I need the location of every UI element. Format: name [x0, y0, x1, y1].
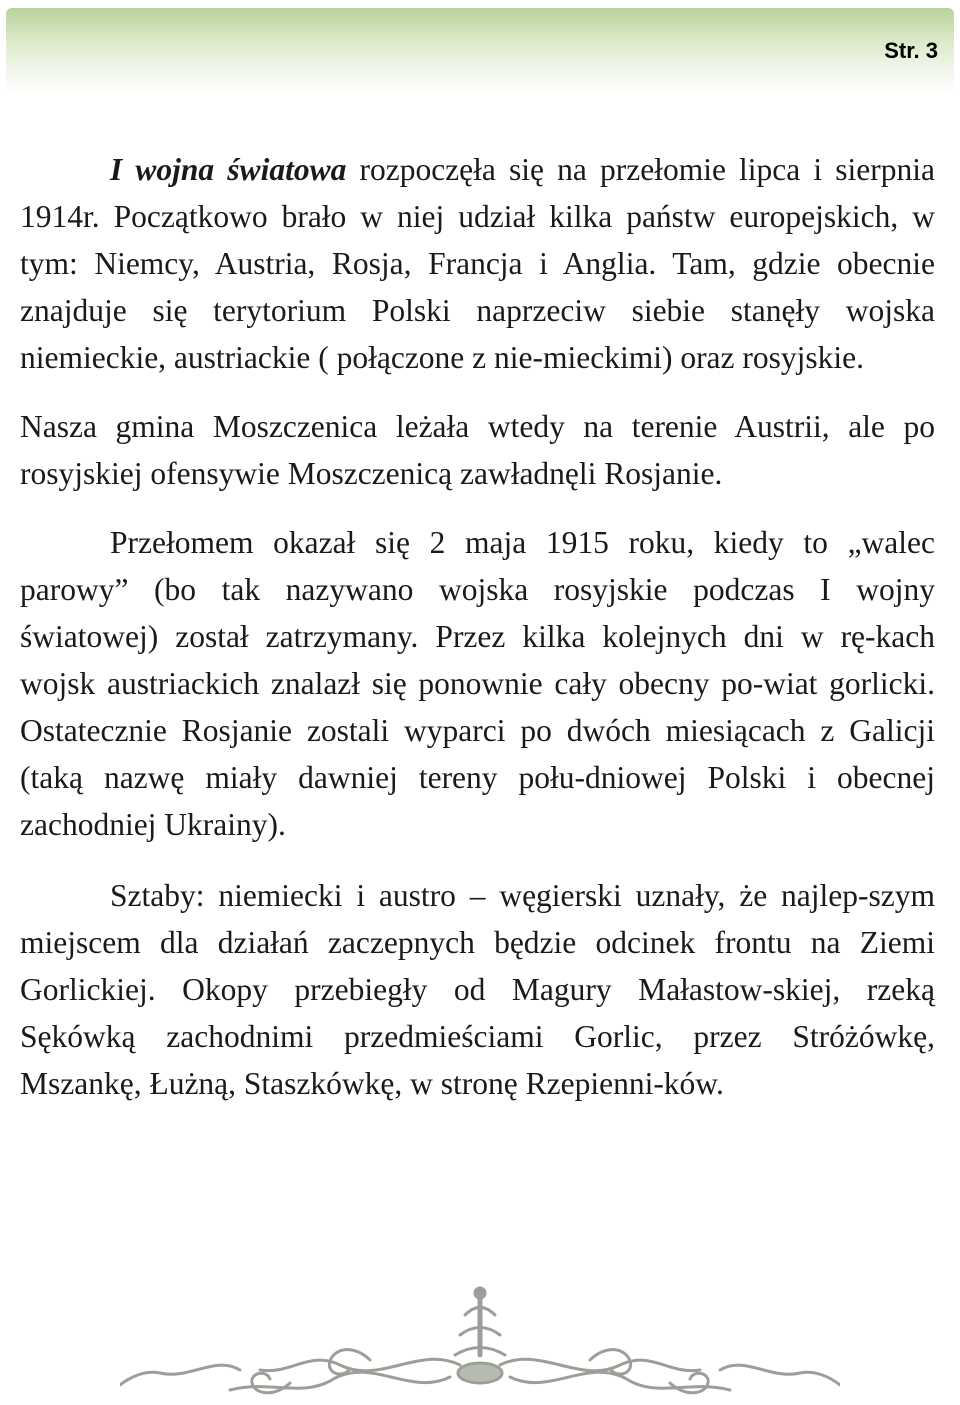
paragraph-text: Przełomem okazał się 2 maja 1915 roku, kiedy to „walec parowy” (bo tak nazywano wojska rosyjskie podczas I wojny światowej) został zatrzymany. Przez kilka kolejnych dni w rę-kach wojsk austriackich znalazł się ponownie cały obecny po-wiat gorlicki. Ostatecznie Rosjanie zostali wyparci po dwóch miesiącach z Galicji (taką nazwę miały dawniej tereny połu-dniowej Polski i obecnej zachodniej Ukrainy). — [20, 525, 935, 842]
spacer — [20, 381, 935, 403]
paragraph-3 — [20, 519, 935, 848]
paragraph-1 — [20, 146, 935, 381]
paragraph-4 — [20, 872, 935, 1107]
paragraph-text: Nasza gmina Moszczenica leżała wtedy na terenie Austrii, ale po rosyjskiej ofensywie Moszczenicą zawładnęli Rosjanie. — [20, 409, 935, 491]
paragraph-text: Sztaby: niemiecki i austro – węgierski uznały, że najlep-szym miejscem dla działań zaczepnych będzie odcinek frontu na Ziemi Gorlickiej. Okopy przebiegły od Magury Małastow-skiej, rzeką Sękówką zachodnimi przedmieściami Gorlic, przez Stróżówkę, Mszankę, Łużną, Staszkówkę, w stronę Rzepienni-ków. — [20, 878, 935, 1101]
article-body — [20, 146, 935, 1107]
spacer — [20, 848, 935, 872]
floral-scroll-ornament-icon — [120, 1285, 840, 1405]
paragraph-lead: I wojna światowa — [110, 152, 347, 187]
spacer — [20, 497, 935, 519]
paragraph-2 — [20, 403, 935, 497]
paragraph-text: rozpoczęła się na przełomie lipca i sierpnia 1914r. Początkowo brało w niej udział kilka państw europejskich, w tym: Niemcy, Austria, Rosja, Francja i Anglia. Tam, gdzie obecnie znajduje się terytorium Polski naprzeciw siebie stanęły wojska niemieckie, austriackie ( połączone z nie-mieckimi) oraz rosyjskie. — [20, 152, 935, 375]
page-header-band — [6, 8, 954, 96]
page-number: Str. 3 — [884, 38, 938, 63]
